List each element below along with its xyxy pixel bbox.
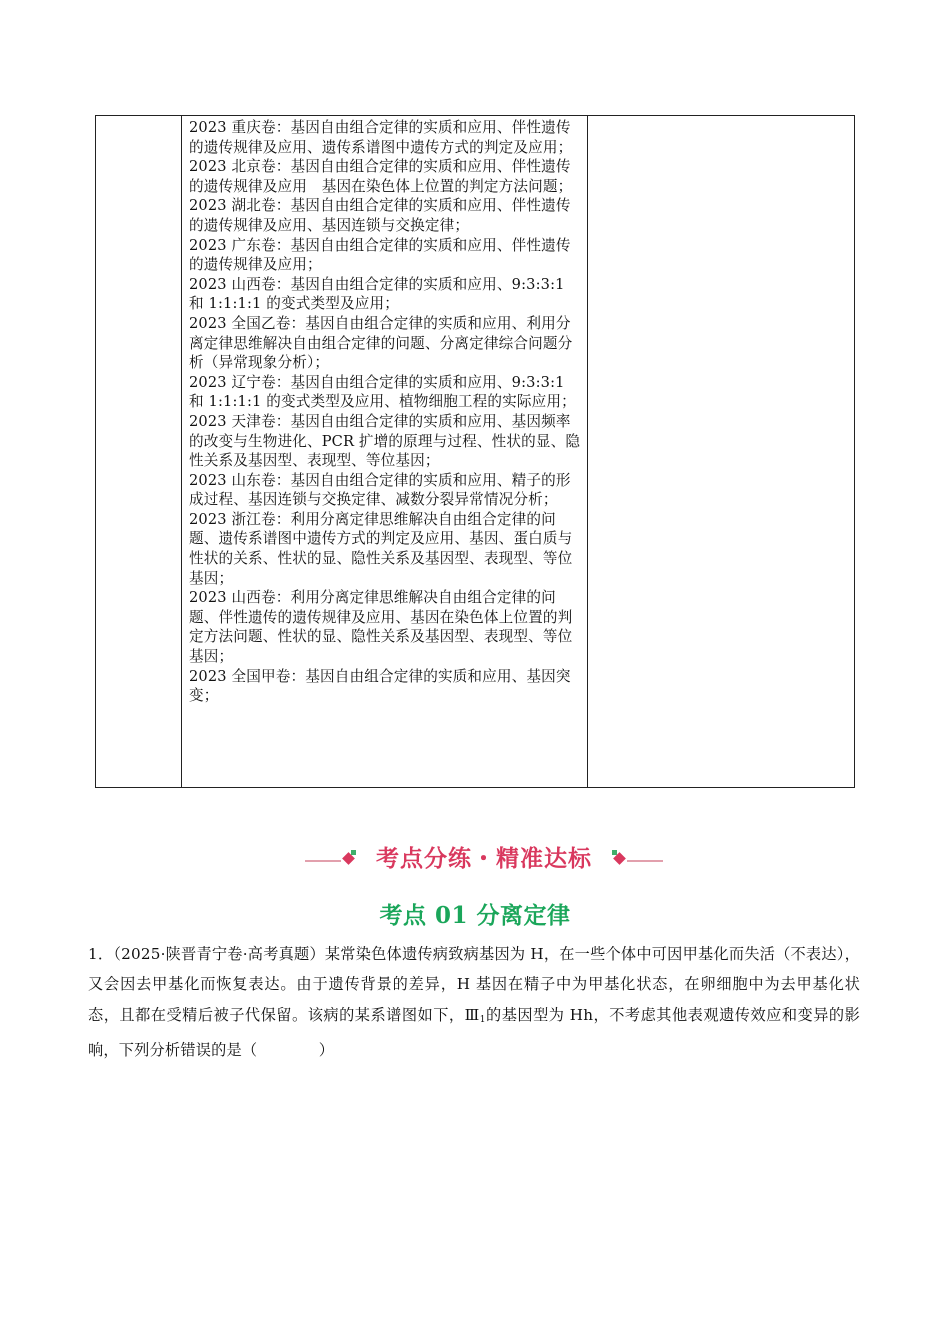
exam-topic-table <box>95 115 855 788</box>
banner-left-square-icon <box>351 850 356 855</box>
question-source: （2025·陕晋青宁卷·高考真题） <box>113 945 325 963</box>
exam-entry: 2023 浙江卷：利用分离定律思维解决自由组合定律的问题、遗传系谱图中遗传方式的判定及应用、基因、蛋白质与性状的关系、性状的显、隐性关系及基因型、表现型、等位基因； <box>189 510 573 587</box>
section-title: 考点 01 分离定律 <box>379 902 571 929</box>
banner-right-rule <box>627 860 663 862</box>
exam-entry: 2023 全国乙卷：基因自由组合定律的实质和应用、利用分离定律思维解决自由组合定律的问题、分离定律综合问题分析（异常现象分析）； <box>189 314 573 372</box>
exam-entry: 2023 山西卷：基因自由组合定律的实质和应用、9:3:3:1 和 1:1:1:1 的变式类型及应用； <box>189 275 565 313</box>
exam-entry: 2023 全国甲卷：基因自由组合定律的实质和应用、基因突变； <box>189 667 571 705</box>
table-column-divider <box>587 116 588 787</box>
exam-entry: 2023 山西卷：利用分离定律思维解决自由组合定律的问题、伴性遗传的遗传规律及应用、基因在染色体上位置的判定方法问题、性状的显、隐性关系及基因型、表现型、等位基因； <box>189 589 573 666</box>
question-body-b: 的基因型为 Hh，不考虑其他表观遗传效应和变异的影响，下列分析错误的是（ ） <box>88 1005 860 1059</box>
exam-entry: 2023 辽宁卷：基因自由组合定律的实质和应用、9:3:3:1 和 1:1:1:1 的变式类型及应用、植物细胞工程的实际应用； <box>189 373 576 411</box>
banner-left-rule <box>305 860 341 862</box>
exam-entry: 2023 湖北卷：基因自由组合定律的实质和应用、伴性遗传的遗传规律及应用、基因连锁与交换定律； <box>189 197 571 234</box>
question-1 <box>88 939 860 1065</box>
question-body-a: 某常染色体遗传病致病基因为 H，在一些个体中可因甲基化而失活（不表达），又会因去甲基化而恢复表达。由于遗传背景的差异，H 基因在精子中为甲基化状态，在卵细胞中为去甲基化状态，且都在受精后被子代保留。该病的某系谱图如下，Ⅲ <box>88 945 860 1024</box>
exam-entry: 2023 重庆卷：基因自由组合定律的实质和应用、伴性遗传的遗传规律及应用、遗传系谱图中遗传方式的判定及应用； <box>189 119 573 156</box>
question-number: 1． <box>88 945 114 963</box>
banner-text: 考点分练・精准达标 <box>376 846 592 872</box>
table-column-divider <box>181 116 182 787</box>
exam-entry: 2023 北京卷：基因自由组合定律的实质和应用、伴性遗传的遗传规律及应用 基因在染色体上位置的判定方法问题； <box>189 158 573 195</box>
exam-entry: 2023 山东卷：基因自由组合定律的实质和应用、精子的形成过程、基因连锁与交换定律、减数分裂异常情况分析； <box>189 471 571 509</box>
exam-entries-cell <box>189 118 583 706</box>
section-banner <box>305 838 663 878</box>
exam-entry: 2023 天津卷：基因自由组合定律的实质和应用、基因频率的改变与生物进化、PCR 扩增的原理与过程、性状的显、隐性关系及基因型、表现型、等位基因； <box>189 412 581 470</box>
generation-subscript: 1 <box>479 1014 486 1025</box>
question-text <box>88 939 860 1065</box>
exam-entry: 2023 广东卷：基因自由组合定律的实质和应用、伴性遗传的遗传规律及应用； <box>189 236 571 274</box>
